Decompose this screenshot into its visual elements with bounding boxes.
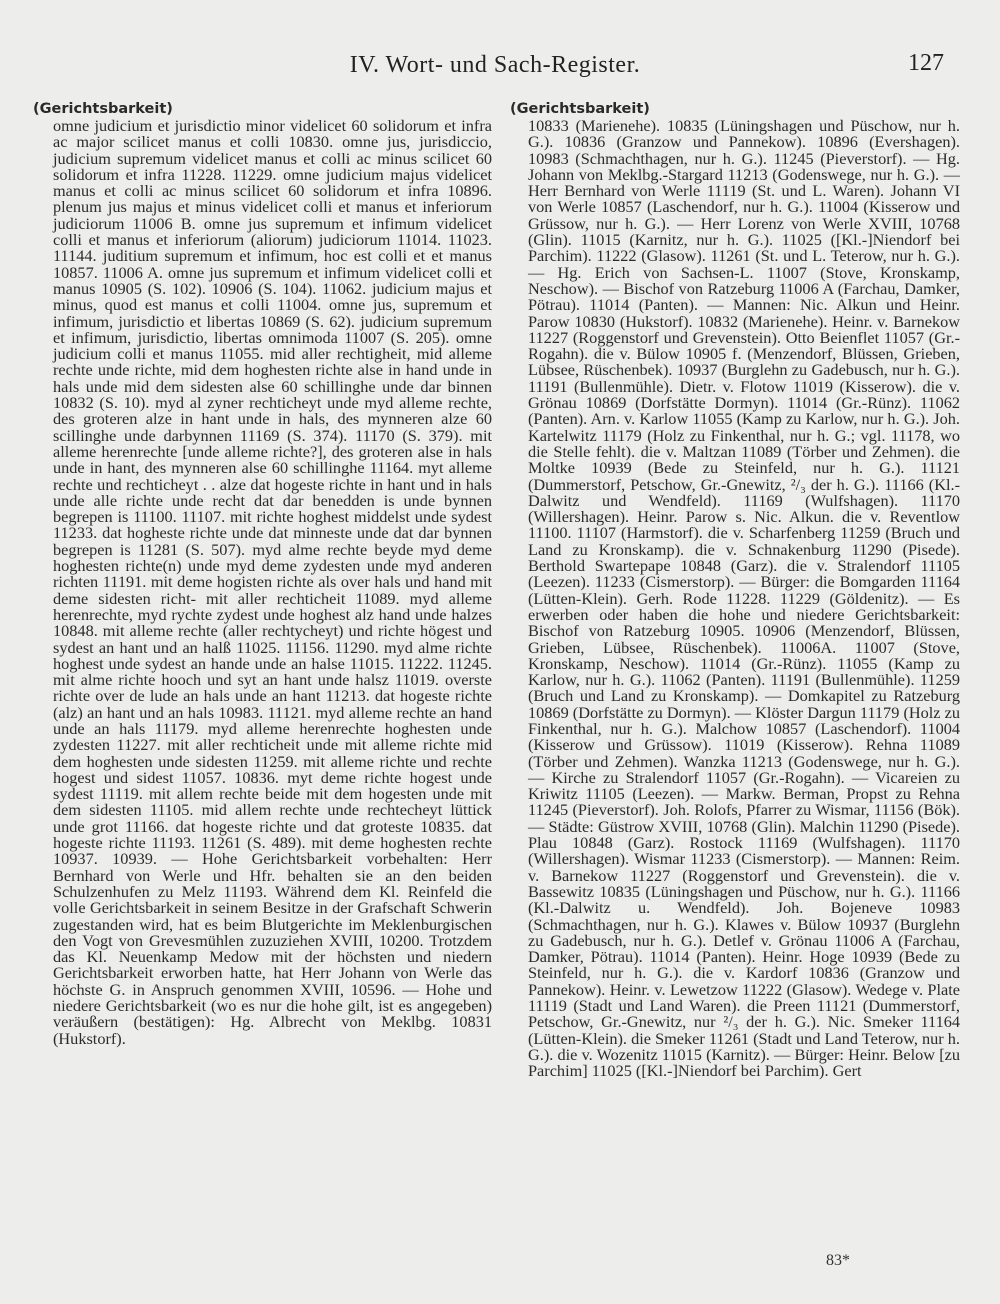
right-column-text: 10833 (Marienehe). 10835 (Lüningshagen und Püschow, nur h. G.). 10836 (Granzow und Pannekow). 10896 (Evershagen). 10983 (Schmachthagen, nur h. G.). 11245 (Pieverstorf). — Hg. Johann von Meklbg.-Stargard 11213 (Godenswege, nur h. G.). — Herr Bernhard von Werle 11119 (St. und L. Waren). Johann VI von Werle 10857 (Laschendorf, nur h. G.). 11004 (Kisserow und Grüssow, nur h. G.). — Herr Lorenz von Werle XVIII, 10768 (Glin). 11015 (Karnitz, nur h. G.). 11025 ([Kl.-]Niendorf bei Parchim). 11222 (Glasow). 11261 (St. und L. Teterow, nur h. G.). — Hg. Erich von Sachsen-L. 11007 (Stove, Kronskamp, Neschow). — Bischof von Ratzeburg 11006 A (Farchau, Damker, Pötrau). 11014 (Panten). — Mannen: Nic. Alkun und Heinr. Parow 10830 (Hukstorf). 10832 (Marienehe). Heinr. v. Barnekow 11227 (Roggenstorf und Grevenstein). Otto Beienflet 11057 (Gr.-Rogahn). die v. Bülow 10905 f. (Menzendorf, Blüssen, Grieben, Lübsee, Rüschenbek). 10937 (Burglehn zu Gadebusch, nur h. G.). 11191 (Bullenmühle). Dietr. v. Flotow 11019 (Kisserow). die v. Grönau 10869 (Dorfstätte Dormyn). 11014 (Gr.-Rünz). 11062 (Panten). Arn. v. Karlow 11055 (Kamp zu Karlow, nur h. G.). Joh. Kartelwitz 11179 (Holz zu Finkenthal, nur h. G.; vgl. 11178, wo die Stelle fehlt). die v. Maltzan 11089 (Törber und Zehmen). die Moltke 10939 (Bede zu Steinfeld, nur h. G.). 11121 (Dummerstorf, Petschow, Gr.-Gnewitz, ²/₃ der h. G.). 11166 (Kl.-Dalwitz und Wendfeld). 11169 (Wulfshagen). 11170 (Willershagen). Heinr. Parow s. Nic. Alkun. die v. Reventlow 11100. 11107 (Harmstorf). die v. Scharfenberg 11259 (Bruch und Land zu Kronskamp). die v. Schnakenburg 11290 (Pisede). Berthold Swartepape 10848 (Garz). die v. Stralendorf 11105 (Leezen). 11233 (Cismerstorp). — Bürger: die Bomgarden 11164 (Lütten-Klein). Gerh. Rode 11228. 11229 (Göldenitz). — Es erwerben oder haben die hohe und niedere Gerichtsbarkeit: Bischof von Ratzeburg 10905. 10906 (Menzendorf, Blüssen, Grieben, Lübsee, Rüschenbek). 11006A. 11007 (Stove, Kronskamp, Neschow). 11014 (Gr.-Rünz). 11055 (Kamp zu Karlow, nur h. G.). 11062 (Panten). 11191 (Bullenmühle). 11259 (Bruch und Land zu Kronskamp). — Domkapitel zu Ratzeburg 10869 (Dorfstätte zu Dormyn). — Klöster Dargun 11179 (Holz zu Finkenthal, nur h. G.). Malchow 10857 (Laschendorf). 11004 (Kisserow und Grüssow). 11019 (Kisserow). Rehna 11089 (Törber und Zehmen). Wanzka 11213 (Godenswege, nur h. G.). — Kirche zu Stralendorf 11057 (Gr.-Rogahn). — Vicareien zu Kriwitz 11105 (Leezen). — Markw. Berman, Propst zu Rehna 11245 (Pieverstorf). Joh. Rolofs, Pfarrer zu Wismar, 11156 (Bök). — Städte: Güstrow XVIII, 10768 (Glin). Malchin 11290 (Pisede). Plau 10848 (Garz). Rostock 11169 (Wulfshagen). 11170 (Willershagen). Wismar 11233 (Cismerstorp). — Mannen: Reim. v. Barnekow 11227 (Roggenstorf und Grevenstein). die v. Bassewitz 10835 (Lüningshagen und Püschow, nur h. G.). 11166 (Kl.-Dalwitz u. Wendfeld). Joh. Bojeneve 10983 (Schmachthagen, nur h. G.). Klawes v. Bülow 10937 (Burglehn zu Gadebusch, nur h. G.). Detlef v. Grönau 11006 A (Farchau, Damker, Pötrau). 11014 (Panten). Heinr. Hoge 10939 (Bede zu Steinfeld, nur h. G.). die v. Kardorf 10836 (Granzow und Pannekow). Heinr. v. Lewetzow 11222 (Glasow). Wedege v. Plate 11119 (Stadt und Land Waren). die Preen 11121 (Dummerstorf, Petschow, Gr.-Gnewitz, nur ²/₃ der h. G.). Nic. Smeker 11164 (Lütten-Klein). die Smeker 11261 (Stadt und Land Teterow, nur h. G.). die v. Wozenitz 11015 (Karnitz). — Bürger: Heinr. Below [zu Parchim] 11025 ([Kl.-]Niendorf bei Parchim). Gert: [528, 116, 960, 1081]
signature-mark: 83*: [826, 1252, 850, 1269]
page-title: IV. Wort- und Sach-Register.: [349, 52, 641, 78]
left-column-heading: (Gerichtsbarkeit): [33, 101, 173, 117]
right-column-heading: (Gerichtsbarkeit): [510, 101, 650, 117]
left-column-text: omne judicium et jurisdictio minor videlicet 60 solidorum et infra ac major scilicet manus et colli 10830. omne jus, jurisdiccio, judicium supremum videlicet manus et colli ac minus scilicet 60 solidorum et infra 11228. 11229. omne judicium majus videlicet manus et colli ac minus scilicet 60 solidorum et infra 10896. plenum jus majus et minus videlicet colli et manus et inferiorum judiciorum 11006 B. omne jus supremum et infimum videlicet colli et manus et inferiorum (aliorum) judiciorum 11014. 11023. 11144. juditium supremum et infimum, hoc est colli et et manus 10857. 11006 A. omne jus supremum et infimum videlicet colli et manus 10905 (S. 102). 10906 (S. 104). 11062. judicium majus et minus, quod est manus et colli 11004. omne jus, supremum et infimum, jurisdictio et libertas 10869 (S. 62). judicium supremum et infimum, jurisdictio, libertas omnimoda 11007 (S. 205). omne judicium colli et manus 11055. mid aller rechtigheit, mid alleme rechte unde richte, mid dem hoghesten richte alse in hand unde in hals unde mid dem sidesten alse 60 schillinghe unde dar binnen 10832 (S. 10). myd al zyner rechticheyt unde myd alleme rechte, des groteren alze in hant unde in hals, des mynneren alze 60 scillinghe unde darbynnen 11169 (S. 374). 11170 (S. 379). mit alleme herenrechte [unde alleme richte?], des groteren alse in hals unde in hant, des mynneren alse 60 schillinghe 11164. myt alleme rechte und rechticheyt . . alze dat hogeste richte in hant und in hals unde alle richte unde recht dat dar benedden is unde bynnen begrepen is 11100. 11107. mit richte hoghest middelst unde sydest 11233. dat hogheste richte unde dat minneste unde dat dar bynnen begrepen is 11281 (S. 507). myd alme rechte beyde myd deme hoghesten richte(n) unde myd deme zydesten unde myd anderen richten 11191. mit deme hogisten richte als over hals und hand mit deme sidesten richt- mit aller rechticheit 11089. myd alleme herenrechte, myd rychte zydest unde hoghest alz hand unde halzes 10848. mit alleme rechte (aller rechtycheyt) und richte högest und sydest an hant und an halß 11025. 11156. 11290. myd alme richte hoghest unde sydest an hande unde an halse 11015. 11222. 11245. mit alme richte hooch und syt an hant unde halsz 11019. overste richte over de lude an hals unde an hant 11213. dat hogeste richte (alz) an hant und an hals 10983. 11121. myd alleme rechte an hand unde an hals 11179. myd alleme herenrechte hoghesten unde zydesten 11227. mit aller rechticheit unde mit alleme richte mid dem hoghesten unde sidesten 11259. mit alleme richte und rechte hogest und sidest 11057. 10836. myt deme richte hogest unde sydest 11119. mit allem rechte beide mit dem hogesten unde mit dem sidesten 11105. mid allem rechte unde rechtecheyt lüttick unde grot 11166. dat hogeste richte und dat groteste 10835. dat hogeste richte 11193. 11261 (S. 489). mit deme hoghesten rechte 10937. 10939. — Hohe Gerichtsbarkeit vorbehalten: Herr Bernhard von Werle und Hfr. behalten sie an den beiden Schulzenhufen zu Melz 11193. Während dem Kl. Reinfeld die volle Gerichtsbarkeit in seinem Besitze in der Grafschaft Schwerin zugestanden wird, hat es beim Blutgerichte im Meklenburgischen den Vogt von Grevesmühlen zuzuziehen XVIII, 10200. Trotzdem das Kl. Neuenkamp Medow mit der höchsten und niedern Gerichtsbarkeit erworben hatte, hat Herr Johann von Werle das höchste G. in Anspruch genommen XVIII, 10596. — Hohe und niedere Gerichtsbarkeit (wo es nur die hohe gilt, ist es angegeben) veräußern (bestätigen): Hg. Albrecht von Meklbg. 10831 (Hukstorf).: [53, 116, 492, 1048]
right-column: [510, 101, 960, 1231]
running-head: [0, 52, 1000, 82]
left-column: [33, 101, 492, 1231]
page-number: 127: [908, 50, 944, 76]
